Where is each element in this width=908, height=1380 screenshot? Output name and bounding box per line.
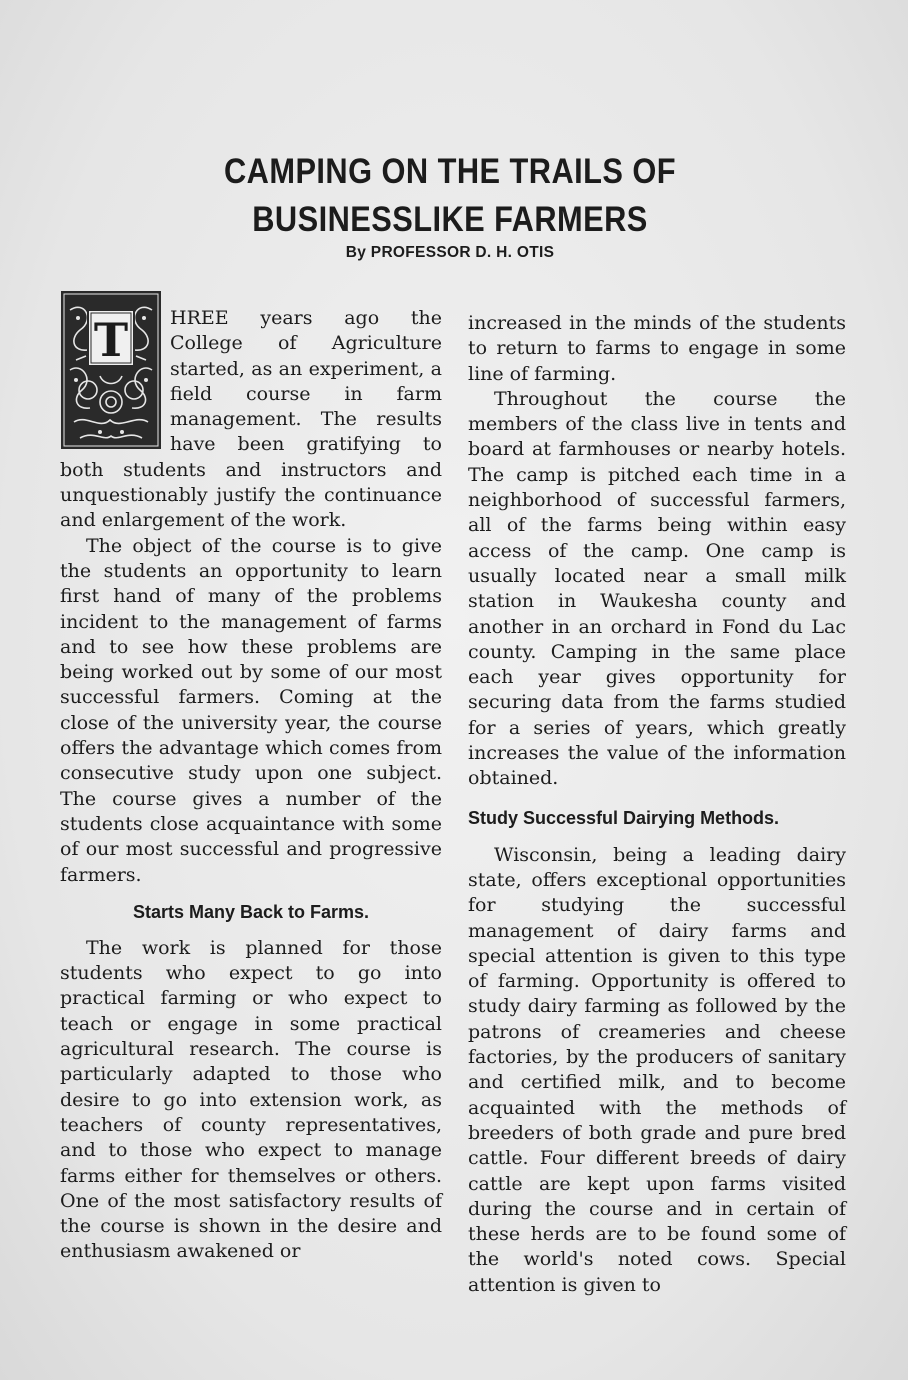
ornamental-dropcap xyxy=(60,290,162,450)
left-column xyxy=(60,306,442,1265)
section-heading: Study Successful Dairying Methods. xyxy=(468,807,780,828)
byline: By PROFESSOR D. H. OTIS xyxy=(345,244,555,261)
title-line-1: CAMPING ON THE TRAILS OF xyxy=(223,152,677,191)
section-heading: Starts Many Back to Farms. xyxy=(132,901,370,922)
paragraph: HREE years ago the College of Agriculture started, as an experiment, a field course in farm management. The results have been gratifying to both students and instructors and unquestionably justify the continuance and enlargement of the work. xyxy=(60,307,442,532)
title-line-2: BUSINESSLIKE FARMERS xyxy=(252,200,648,239)
paragraph: The object of the course is to give the students an opportunity to learn first hand of many of the problems incident to the management of farms and to see how these problems are being worked out by some of our most successful farmers. Coming at the close of the university year, the course offers the advantage which comes from consecutive study upon one subject. The course gives a number of the students close acquaintance with some of our most successful and progressive farmers. xyxy=(60,534,442,886)
paragraph: Throughout the course the members of the class live in tents and board at farmhouses or nearby hotels. The camp is pitched each time in a neighborhood of successful farmers, all of the farms being within easy access of the camp. One camp is usually located near a small milk station in Waukesha county and another in an orchard in Fond du Lac county. Camping in the same place each year gives opportunity for securing data from the farms studied for a series of years, which greatly increases the value of the information obtained. xyxy=(468,387,846,790)
dropcap-letter: T xyxy=(93,313,129,367)
ornament-icon xyxy=(60,290,162,450)
article-title xyxy=(186,148,714,244)
paragraph: Wisconsin, being a leading dairy state, offers exceptional opportunities for studying the successful management of dairy farms and special attention is given to this type of farming. Opportunity is offered to study dairy farming as followed by the patrons of creameries and cheese factories, by the producers of sanitary and certified milk, and to become acquainted with the methods of breeders of both grade and pure bred cattle. Four different breeds of dairy cattle are kept upon farms visited during the course and in certain of these herds are to be found some of the world's noted cows. Special attention is given to xyxy=(468,843,846,1296)
right-column xyxy=(468,311,846,1298)
paragraph: increased in the minds of the students to return to farms to engage in some line of farming. xyxy=(468,312,846,385)
paragraph: The work is planned for those students who expect to go into practical farming or who expect to teach or engage in some practical agricultural research. The course is particularly adapted to those who desire to go into extension work, as teachers of county representatives, and to those who expect to manage farms either for themselves or others. One of the most satisfactory results of the course is shown in the desire and enthusiasm awakened or xyxy=(60,936,442,1263)
